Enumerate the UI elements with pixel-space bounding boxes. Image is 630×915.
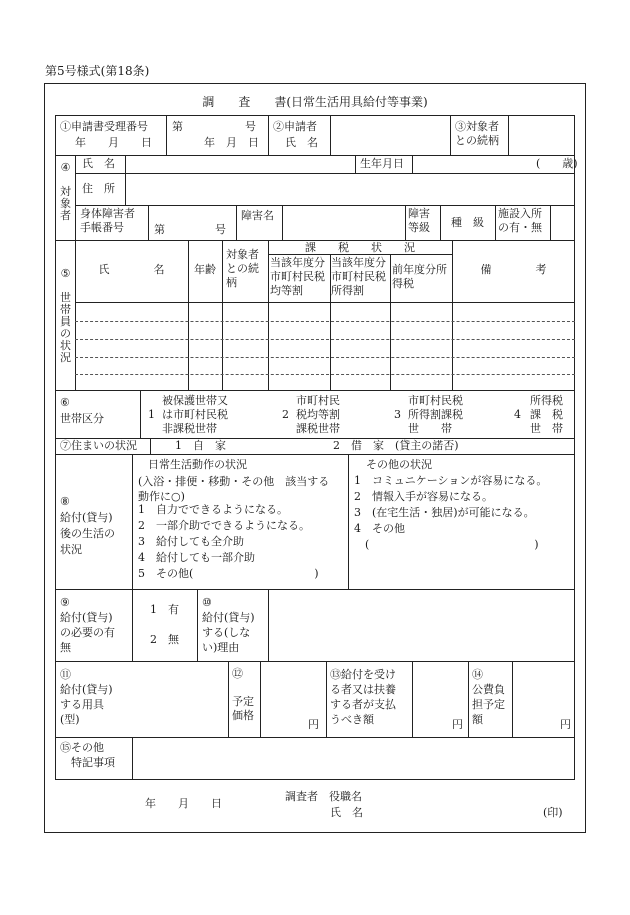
payable-unit[interactable]: 円 (452, 718, 463, 731)
grade-field[interactable]: 種 級 (451, 216, 484, 229)
tax-income-header: 当該年度分 市町村民税 所得割 (331, 256, 386, 297)
applicant-name-field[interactable] (331, 116, 449, 154)
investigation-date[interactable]: 年 月 日 (145, 797, 222, 810)
housing-label: ⑦住まいの状況 (60, 439, 137, 452)
category-option-1-number[interactable]: 1 (148, 408, 155, 421)
disability-label: 障害名 (241, 209, 274, 222)
other-status-title: その他の状況 (366, 458, 432, 471)
daily-option-3[interactable]: 3 給付しても全介助 (138, 535, 244, 548)
grade-label: 障害 等級 (408, 207, 430, 234)
category-option-4[interactable]: 所得税 課 税 世 帯 (530, 394, 563, 435)
investigator-name-label: 氏 名 (330, 806, 363, 819)
handbook-suffix: 号 (215, 223, 226, 236)
category-option-3-number[interactable]: 3 (394, 408, 401, 421)
public-burden-label: ⑭ 公費負 担予定 額 (472, 668, 505, 726)
household-age-header: 年齢 (194, 263, 216, 276)
address-field[interactable] (126, 174, 574, 204)
remarks-field[interactable] (133, 738, 574, 779)
necessity-label: ⑨ 給付(貸与) の必要の有 無 (60, 596, 115, 654)
household-section-label: ⑤ 世 帯 員 の 状 況 (60, 267, 71, 364)
application-number-suffix: 号 (245, 120, 256, 133)
other-option-4[interactable]: 4 その他 (354, 522, 405, 535)
daily-option-1[interactable]: 1 自力でできるようになる。 (138, 503, 288, 516)
price-label: ⑫ 予定 価格 (232, 667, 254, 722)
applicant-name-label: 氏 名 (285, 136, 318, 149)
household-note-header: 備 考 (480, 263, 547, 276)
household-entries[interactable] (76, 303, 574, 389)
address-label: 住 所 (82, 182, 115, 195)
birth-date-label: 生年月日 (360, 157, 404, 170)
category-option-4-number[interactable]: 4 (514, 408, 521, 421)
equipment-label: ⑪ 給付(貸与) する用具 (型) (60, 668, 113, 726)
other-option-4-detail[interactable]: ( ) (354, 538, 539, 551)
application-number-prefix[interactable]: 第 (172, 120, 183, 133)
age-field[interactable]: ( 歳) (536, 157, 578, 170)
household-relation-header: 対象者 との続 柄 (226, 248, 259, 289)
household-name-header: 氏 名 (98, 263, 165, 276)
necessity-option-no[interactable]: 2 無 (150, 633, 179, 646)
subject-section-label: ④ 対 象 者 (60, 161, 71, 222)
category-option-3[interactable]: 市町村民税 所得割課税 世 帯 (408, 394, 463, 435)
category-option-2[interactable]: 市町村民 税均等割 課税世帯 (296, 394, 340, 435)
category-option-2-number[interactable]: 2 (282, 408, 289, 421)
other-option-1[interactable]: 1 コミュニケーションが容易になる。 (354, 474, 548, 487)
seal-mark: (印) (543, 806, 563, 819)
post-life-section-label: ⑧ 給付(貸与) 後の生活の 状況 (60, 495, 115, 556)
document-title: 調 査 書(日常生活用具給付等事業) (202, 95, 428, 109)
handbook-label: 身体障害者 手帳番号 (80, 207, 135, 234)
tax-prior-year-header: 前年度分所 得税 (392, 263, 447, 290)
handbook-prefix[interactable]: 第 (154, 223, 165, 236)
relation-field[interactable] (509, 116, 574, 154)
reason-field[interactable] (269, 590, 574, 660)
application-date-field[interactable]: 年 月 日 (204, 136, 259, 149)
investigator-title-label: 調査者 役職名 (285, 790, 362, 803)
daily-option-2[interactable]: 2 一部介助でできるようになる。 (138, 519, 310, 532)
form-number: 第5号様式(第18条) (45, 64, 150, 78)
daily-activity-title: 日常生活動作の状況 (148, 458, 247, 471)
relation-label: ③対象者 との続柄 (455, 120, 499, 147)
public-burden-unit[interactable]: 円 (560, 718, 571, 731)
tax-per-capita-header: 当該年度分 市町村民税 均等割 (270, 256, 325, 297)
daily-activity-note: (入浴・排便・移動・その他 該当する 動作に○) (138, 475, 330, 503)
application-date-label: 年 月 日 (75, 136, 152, 149)
payable-label: ⑬給付を受け る者又は扶養 する者が支払 うべき額 (330, 668, 396, 726)
other-option-2[interactable]: 2 情報入手が容易になる。 (354, 490, 493, 503)
subject-name-label: 氏 名 (82, 157, 115, 170)
equipment-field[interactable] (133, 662, 227, 736)
other-option-3[interactable]: 3 (在宅生活・独居)が可能になる。 (354, 506, 535, 519)
application-number-label: ①申請書受理番号 (60, 120, 148, 133)
remarks-label: ⑮その他 特記事項 (60, 741, 115, 769)
disability-field[interactable] (283, 206, 404, 239)
tax-status-header: 課 税 状 況 (305, 241, 415, 254)
subject-name-field[interactable] (126, 156, 354, 172)
applicant-label: ②申請者 (273, 120, 317, 133)
daily-option-4[interactable]: 4 給付しても一部介助 (138, 551, 255, 564)
housing-option-rent[interactable]: 2 借 家 (貸主の諾否) (333, 439, 459, 452)
daily-option-5[interactable]: 5 その他( ) (138, 567, 319, 580)
price-unit[interactable]: 円 (308, 718, 319, 731)
category-option-1[interactable]: 被保護世帯又 は市町村民税 非課税世帯 (162, 394, 228, 435)
necessity-option-yes[interactable]: 1 有 (150, 603, 179, 616)
facility-label: 施設入所 の有・無 (498, 207, 542, 234)
housing-option-own[interactable]: 1 自 家 (175, 439, 226, 452)
category-section-label: ⑥ 世帯区分 (60, 396, 104, 425)
reason-label: ⑩ 給付(貸与) する(しな い)理由 (202, 596, 255, 654)
